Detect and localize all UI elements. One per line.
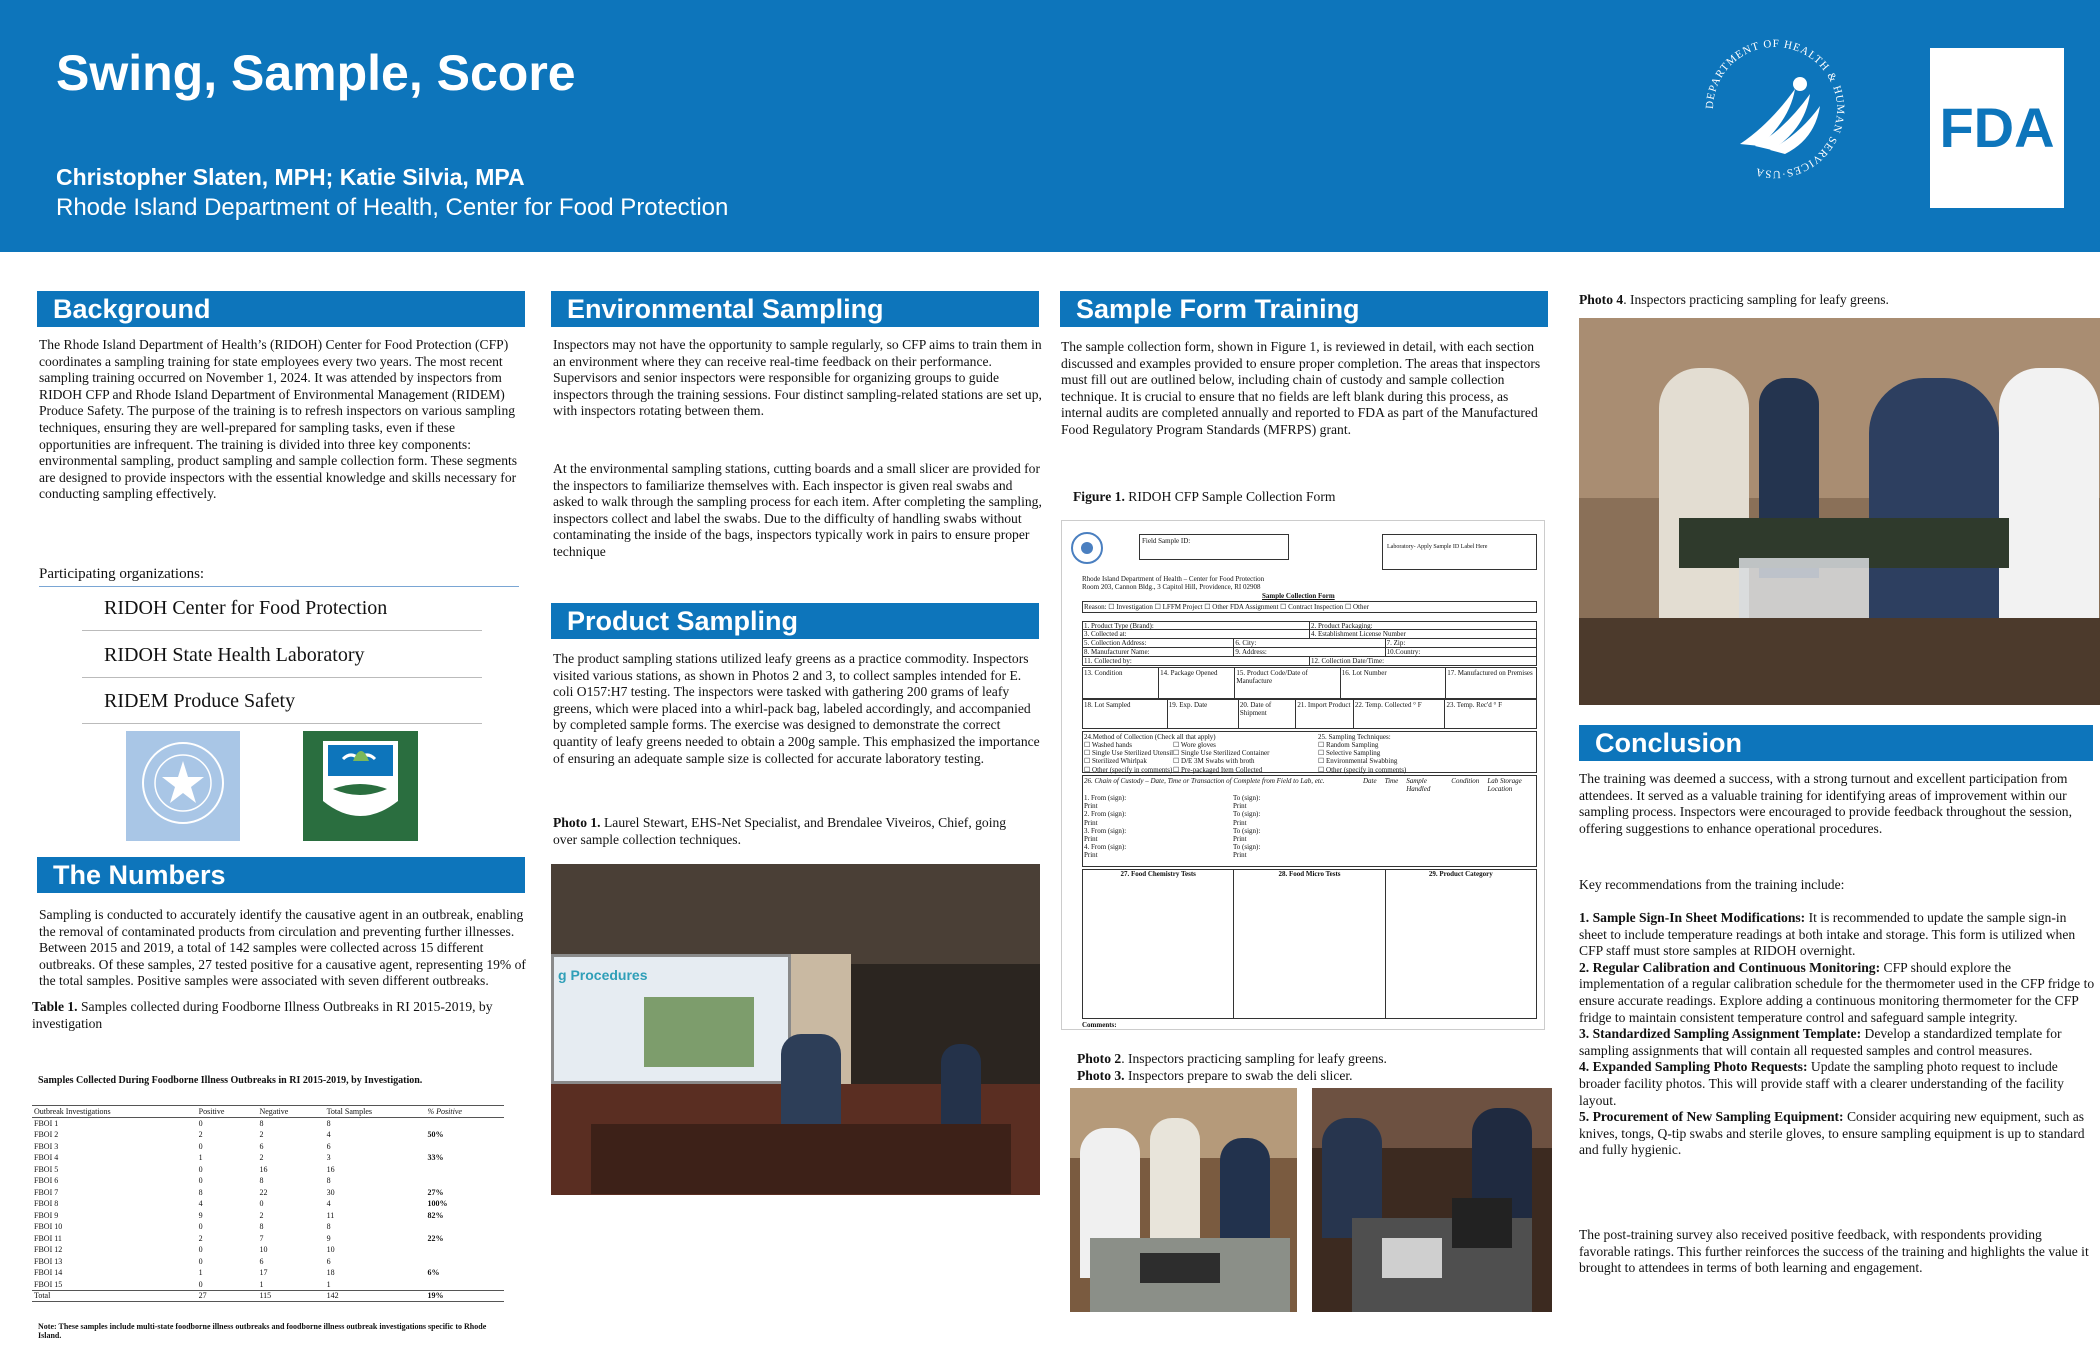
- table-cell: 6: [259, 1256, 264, 1266]
- table-cell: 2: [259, 1153, 264, 1163]
- table-cell: 2: [198, 1130, 203, 1140]
- hhs-logo: [1700, 34, 1850, 184]
- column-header: Outbreak Investigations: [32, 1106, 197, 1118]
- form-reason: Reason: ☐ Investigation ☐ LFFM Project ☐ Other FDA Assignment ☐ Contract Inspection ☐ Other: [1082, 601, 1537, 613]
- numbers-body: Sampling is conducted to accurately identify the causative agent in an outbreak, enabling the removal of contaminated products from circulation and preventing further illnesses. Between 2015 and 2019, a total of 142 samples were collected across 15 different outbreaks. Of these samples, 27 tested positive for a causative agent, representing 19% of the total samples. Positive samples were associated with seven different outbreaks.: [39, 907, 526, 989]
- form-line: [1082, 639, 1537, 648]
- table-cell: FBOI 6: [34, 1176, 59, 1186]
- photo-4: [1579, 318, 2100, 705]
- table-row: [32, 1175, 504, 1187]
- form-training-body: The sample collection form, shown in Figure 1, is reviewed in detail, with each section discussed and examples provided to ensure proper completion. The areas that inspectors must fill out are outlined below, including chain of custody and sample collection technique. It is crucial to ensure that no fields are left blank during this process, as internal audits are completed annually and reported to FDA as part of the Manufactured Food Regulatory Program Standards (MFRPS) grant.: [1061, 339, 1541, 437]
- table-cell: 6: [259, 1141, 264, 1151]
- table-cell: 22%: [427, 1233, 444, 1243]
- table-cell: FBOI 5: [34, 1164, 59, 1174]
- table-cell: 27%: [427, 1187, 444, 1197]
- form-option: ☐ Single Use Sterilized Container: [1173, 749, 1270, 758]
- environmental-body-2: At the environmental sampling stations, cutting boards and a small slicer are provided for the inspectors to familiarize themselves with. Each inspector is given real swabs and asked to walk through the sampling process for each item. After completing the sampling, inspectors collect and label the swabs. Due to the difficulty of handling swabs without contaminating the inside of the bags, inspectors typically work in pairs to ensure proper technique: [553, 461, 1042, 559]
- form-option: 3. From (sign):: [1084, 826, 1127, 835]
- recommendation-item: 1. Sample Sign-In Sheet Modifications: It is recommended to update the sample sign-in sheet to include temperature readings at both intake and storage. This form is utilized when CFP staff must store samples at RIDOH overnight.: [1579, 910, 2076, 959]
- form-comments: Comments:: [1082, 1021, 1117, 1029]
- table-row: [32, 1141, 504, 1153]
- table-row: [32, 1290, 504, 1302]
- lab-label-box: Laboratory- Apply Sample ID Label Here: [1382, 534, 1537, 570]
- table-row: [32, 1198, 504, 1210]
- table-row: [32, 1152, 504, 1164]
- recommendation-item: 2. Regular Calibration and Continuous Monitoring: CFP should explore the implementation of a regular calibration schedule for the thermometer used in the CFP fridge to ensure accurate readings. Explore adding a continuous monitoring thermometer for the CFP fridge to maintain consistent temperature control and safeguard sample integrity.: [1579, 959, 2095, 1025]
- table-cell: FBOI 14: [34, 1268, 63, 1278]
- form-option: Print: [1233, 851, 1247, 860]
- projected-slide: [551, 954, 791, 1084]
- custody-column-header: Time: [1384, 777, 1399, 785]
- table-cell: 2: [198, 1233, 203, 1243]
- form-row-13: 13. Condition 14. Package Opened 15. Product Code/Date of Manufacture 16. Lot Number 17. Manufactured on Premises: [1082, 667, 1537, 699]
- table-cell: 0: [198, 1279, 203, 1289]
- table-cell: 0: [198, 1176, 203, 1186]
- org-item: RIDOH Center for Food Protection: [82, 585, 482, 631]
- table-cell: 1: [326, 1279, 331, 1289]
- form-org: Rhode Island Department of Health – Center for Food Protection: [1082, 575, 1265, 583]
- form-field: 1. Product Type (Brand):: [1083, 622, 1310, 629]
- table-cell: 8: [326, 1176, 331, 1186]
- form-option: ☐ Single Use Sterilized Utensil: [1084, 749, 1174, 758]
- column-header: Total Samples: [325, 1106, 426, 1118]
- table-cell: 0: [198, 1222, 203, 1232]
- form-option: Print: [1233, 818, 1247, 827]
- photo2-caption: Photo 2. Inspectors practicing sampling for leafy greens.: [1077, 1051, 1387, 1066]
- slide-title: g Procedures: [558, 967, 648, 983]
- form-option: Print: [1084, 835, 1098, 844]
- form-option: ☐ D/E 3M Swabs with broth: [1173, 757, 1255, 766]
- table-cell: FBOI 13: [34, 1256, 63, 1266]
- form-option: 1. From (sign):: [1084, 794, 1127, 802]
- table-cell: 6: [326, 1256, 331, 1266]
- form-field: 5. Collection Address:: [1083, 639, 1234, 647]
- hhs-ring-text: DEPARTMENT OF HEALTH & HUMAN SERVICES·USA: [1703, 37, 1847, 181]
- conclusion-body: The training was deemed a success, with a strong turnout and excellent participation from attendees. It served as a valuable training for identifying areas of improvement within our sampling process. Inspectors were encouraged to provide feedback throughout the session, offering suggestions to enhance operational procedures.: [1579, 771, 2073, 836]
- table-cell: 2: [259, 1130, 264, 1140]
- form-option: To (sign):: [1233, 810, 1261, 819]
- product-body: The product sampling stations utilized leafy greens as a practice commodity. Inspectors visited various stations, as shown in Photos 2 and 3, to collect samples intended for E. coli O157:H7 testing. The inspectors were tasked with gathering 200 grams of leafy greens, which were placed into a whirl-pack bag, labeled accordingly, and accompanied by completed sample forms. The exercise was designed to demonstrate the correct quantity of leafy greens needed to obtain a 200g sample. This emphasized the importance of ensuring an adequate sample size is collected for accurate laboratory testing.: [553, 651, 1040, 766]
- form-option: Print: [1233, 802, 1247, 811]
- table-row: [32, 1233, 504, 1245]
- table-cell: 6%: [427, 1268, 440, 1278]
- table-cell: 0: [198, 1164, 203, 1174]
- table-row: [32, 1244, 504, 1256]
- svg-text:DEPARTMENT OF HEALTH & HUMAN S: [1704, 38, 1846, 180]
- table-cell: 27: [197, 1290, 258, 1302]
- figure1-caption: Figure 1. RIDOH CFP Sample Collection Form: [1073, 489, 1336, 504]
- table-cell: 1: [198, 1153, 203, 1163]
- form-method-section: 24.Method of Collection (Check all that apply) ☐ Washed hands ☐ Single Use Sterilized Utensil ☐ Sterilized Whirlpak ☐ Other (specify in comments) ☐ Wore gloves ☐ Single Use Sterilized Container ☐ D/E 3M Swabs with broth ☐ Pre-packaged Item Collected 25. Sampling Techniques: ☐ Random Sampling ☐ Selective Sampling ☐ Environmental Swabbing ☐ Other (specify in comments): [1082, 731, 1537, 773]
- poster-title: Swing, Sample, Score: [56, 45, 576, 101]
- table-cell: FBOI 11: [34, 1233, 62, 1243]
- background-heading: Background: [37, 291, 525, 327]
- table-cell: 0: [198, 1119, 203, 1128]
- recommendation-item: 5. Procurement of New Sampling Equipment: Consider acquiring new equipment, such as knives, tongs, Q-tip swabs and sterile gloves, to ensure sampling equipment is up to standard and fully hygienic.: [1579, 1109, 2085, 1158]
- photo3-caption: Photo 3. Inspectors prepare to swab the deli slicer.: [1077, 1068, 1353, 1083]
- form-training-heading: Sample Form Training: [1060, 291, 1548, 327]
- table-cell: 16: [326, 1164, 335, 1174]
- form-option: Print: [1233, 835, 1247, 844]
- table-cell: 0: [198, 1245, 203, 1255]
- table-cell: 8: [326, 1119, 331, 1128]
- table-cell: 10: [259, 1245, 268, 1255]
- form-custody-section: 26. Chain of Custody – Date, Time or Transaction of Complete from Field to Lab, etc. Date Time Sample Handled Condition Lab Storage Location 1. From (sign): Print 2. From (sign): Print 3. From (sign): Print 4. From (sign): Print To (sign): Print To (sign): Print To (sign): Print To (sign): Print: [1082, 775, 1537, 867]
- form-option: Print: [1084, 802, 1098, 811]
- form-option: To (sign):: [1233, 794, 1261, 802]
- form-option: To (sign):: [1233, 843, 1261, 852]
- custody-column-header: Condition: [1451, 777, 1480, 785]
- table-cell: 8: [259, 1222, 264, 1232]
- table-cell: FBOI 8: [34, 1199, 59, 1209]
- table-row: [32, 1164, 504, 1176]
- table-caption: Table 1. Samples collected during Foodborne Illness Outbreaks in RI 2015-2019, by investigation: [32, 999, 493, 1031]
- table-cell: 1: [198, 1268, 203, 1278]
- table-cell: [425, 1256, 504, 1268]
- table-cell: FBOI 3: [34, 1141, 59, 1151]
- numbers-heading: The Numbers: [37, 857, 525, 893]
- table-cell: 3: [326, 1153, 331, 1163]
- table-cell: FBOI 9: [34, 1210, 59, 1220]
- photo-3: [1312, 1088, 1552, 1312]
- table-cell: 100%: [427, 1199, 448, 1209]
- table-cell: FBOI 15: [34, 1279, 63, 1289]
- recommendation-item: 3. Standardized Sampling Assignment Template: Develop a standardized template for sampling assignments that will contain all requested samples and control measures.: [1579, 1026, 2062, 1058]
- table-cell: 17: [259, 1268, 268, 1278]
- form-option: ☐ Wore gloves: [1173, 741, 1216, 749]
- table-cell: 1: [259, 1279, 264, 1289]
- table-cell: 4: [326, 1199, 331, 1209]
- ridem-logo: [303, 731, 418, 841]
- form-line: [1082, 657, 1537, 666]
- table-cell: 115: [257, 1290, 324, 1302]
- table-cell: FBOI 4: [34, 1153, 59, 1163]
- table-row: [32, 1256, 504, 1268]
- field-sample-id: Field Sample ID:: [1139, 534, 1289, 560]
- orgs-label: Participating organizations:: [39, 566, 519, 587]
- form-field: 6. City:: [1234, 639, 1385, 647]
- table-cell: 8: [198, 1187, 203, 1197]
- form-option: Print: [1084, 851, 1098, 860]
- custody-column-header: Lab Storage Location: [1487, 777, 1522, 794]
- table-cell: FBOI 2: [34, 1130, 59, 1140]
- table-cell: 9: [198, 1210, 203, 1220]
- product-heading: Product Sampling: [551, 603, 1039, 639]
- table-row: [32, 1279, 504, 1291]
- form-option: ☐ Random Sampling: [1318, 741, 1379, 749]
- table-cell: 33%: [427, 1153, 444, 1163]
- table-cell: 7: [259, 1233, 264, 1243]
- table-cell: 0: [259, 1199, 264, 1209]
- photo-2: [1070, 1088, 1297, 1312]
- table-cell: 6: [326, 1141, 331, 1151]
- table-cell: [425, 1244, 504, 1256]
- table-cell: 0: [198, 1141, 203, 1151]
- ridoh-seal-logo: [126, 731, 240, 841]
- photo4-caption: Photo 4. Inspectors practicing sampling for leafy greens.: [1579, 292, 1889, 307]
- form-option: ☐ Washed hands: [1084, 741, 1132, 749]
- table-cell: 4: [198, 1199, 203, 1209]
- form-option: ☐ Pre-packaged Item Collected: [1173, 765, 1263, 774]
- table-cell: 8: [326, 1222, 331, 1232]
- ridoh-seal-icon: [1070, 531, 1104, 565]
- form-field: 2. Product Packaging:: [1311, 622, 1373, 630]
- form-line: [1082, 648, 1537, 657]
- table-row: [32, 1267, 504, 1279]
- table-cell: 82%: [427, 1210, 444, 1220]
- table-cell: FBOI 10: [34, 1222, 63, 1232]
- recs-intro: Key recommendations from the training include:: [1579, 877, 1845, 892]
- form-option: Print: [1084, 818, 1098, 827]
- form-option: ☐ Selective Sampling: [1318, 749, 1381, 758]
- table-header-row: [32, 1106, 504, 1118]
- form-option: ☐ Other (specify in comments): [1318, 765, 1407, 774]
- org-item: RIDOH State Health Laboratory: [82, 632, 482, 678]
- sample-collection-form: [1061, 520, 1545, 1030]
- table-title: Samples Collected During Foodborne Illness Outbreaks in RI 2015-2019, by Investigation.: [38, 1075, 423, 1086]
- table-cell: FBOI 1: [34, 1119, 59, 1128]
- table-cell: 10: [326, 1245, 335, 1255]
- form-option: To (sign):: [1233, 826, 1261, 835]
- conclusion-heading: Conclusion: [1579, 725, 2093, 761]
- table-cell: 30: [326, 1187, 335, 1197]
- column-header: % Positive: [425, 1106, 504, 1118]
- form-field: 7. Zip:: [1386, 639, 1406, 647]
- table-note: Note: These samples include multi-state foodborne illness outbreaks and foodborne illness outbreak investigations specific to Rhode Island.: [38, 1322, 487, 1340]
- table-cell: 16: [259, 1164, 268, 1174]
- environmental-body-1: Inspectors may not have the opportunity to sample regularly, so CFP aims to train them in an environment where they can receive real-time feedback on their performance. Supervisors and senior inspectors were responsible for organizing groups to guide inspectors through the training sessions. Four distinct sampling-related stations are set up, with inspectors rotating between them.: [553, 337, 1042, 419]
- table-row: [32, 1118, 504, 1130]
- form-line: [1082, 621, 1537, 630]
- column-header: Negative: [257, 1106, 324, 1118]
- custody-column-header: Sample Handled: [1406, 777, 1431, 794]
- form-field: 10.Country:: [1386, 648, 1421, 656]
- table-cell: 2: [259, 1210, 264, 1220]
- environmental-heading: Environmental Sampling: [551, 291, 1039, 327]
- table-cell: [425, 1279, 504, 1291]
- table-cell: 8: [259, 1119, 264, 1128]
- table-cell: [425, 1164, 504, 1176]
- background-body: The Rhode Island Department of Health’s (RIDOH) Center for Food Protection (CFP) coordinates a sampling training for state employees every two years. The most recent sampling training occurred on November 1, 2024. It was attended by inspectors from RIDOH CFP and Rhode Island Department of Environmental Management (RIDEM) Produce Safety. The purpose of the training is to refresh inspectors on various sampling techniques, ensuring they are well-prepared for sampling tasks, even if these opportunities are infrequent. The training is divided into three key components: environmental sampling, product sampling and sample collection form. These segments are designed to provide inspectors with the essential knowledge and skills necessary for conducting sampling effectively.: [39, 337, 518, 502]
- table-cell: 11: [326, 1210, 335, 1220]
- recommendations-list: [1579, 910, 2095, 1159]
- table-cell: 142: [325, 1290, 426, 1302]
- form-field: 8. Manufacturer Name:: [1083, 648, 1234, 656]
- table-cell: [425, 1118, 504, 1130]
- table-cell: 18: [326, 1268, 335, 1278]
- header-banner: [0, 0, 2100, 252]
- table-row: [32, 1187, 504, 1199]
- outbreak-table: [32, 1105, 504, 1302]
- form-title: Sample Collection Form: [1262, 592, 1335, 600]
- column-header: Positive: [197, 1106, 258, 1118]
- form-field: 12. Collection Date/Time:: [1311, 657, 1385, 665]
- form-field: 4. Establishment License Number: [1311, 630, 1406, 638]
- photo-1: [551, 864, 1040, 1195]
- table-row: [32, 1210, 504, 1222]
- form-option: 4. From (sign):: [1084, 843, 1127, 852]
- form-field: 11. Collected by:: [1083, 657, 1310, 665]
- form-field: 9. Address:: [1234, 648, 1385, 656]
- table-cell: [425, 1141, 504, 1153]
- org-item: RIDEM Produce Safety: [82, 678, 482, 724]
- table-cell: 9: [326, 1233, 331, 1243]
- table-cell: [425, 1175, 504, 1187]
- conclusion-closing: The post-training survey also received positive feedback, with respondents providing favorable ratings. This further reinforces the success of the training and highlights the value it brought to attendees in terms of both learning and engagement.: [1579, 1227, 2089, 1276]
- table-cell: FBOI 12: [34, 1245, 63, 1255]
- table-cell: Total: [32, 1290, 197, 1302]
- form-option: ☐ Sterilized Whirlpak: [1084, 757, 1147, 766]
- authors: Christopher Slaten, MPH; Katie Silvia, MPA: [56, 164, 525, 190]
- form-option: ☐ Environmental Swabbing: [1318, 757, 1398, 766]
- table-cell: 8: [259, 1176, 264, 1186]
- table-cell: 50%: [427, 1130, 444, 1140]
- photo1-caption: Photo 1. Laurel Stewart, EHS-Net Specialist, and Brendalee Viveiros, Chief, going over sample collection techniques.: [553, 815, 1007, 847]
- form-address: Room 203, Cannon Bldg., 3 Capitol Hill, Providence, RI 02908: [1082, 583, 1261, 591]
- table-cell: 0: [198, 1256, 203, 1266]
- custody-column-header: Date: [1363, 777, 1377, 785]
- table-row: [32, 1129, 504, 1141]
- form-row-18: 18. Lot Sampled 19. Exp. Date 20. Date of Shipment 21. Import Product 22. Temp. Collected ° F 23. Temp. Rec'd ° F: [1082, 699, 1537, 729]
- table-cell: [425, 1221, 504, 1233]
- recommendation-item: 4. Expanded Sampling Photo Requests: Update the sampling photo request to include broader facility photos. This will provide staff with a clearer understanding of the facility layout.: [1579, 1059, 2064, 1108]
- form-option: ☐ Other (specify in comments): [1084, 765, 1173, 774]
- table-cell: 4: [326, 1130, 331, 1140]
- fda-logo: FDA: [1930, 48, 2064, 208]
- table-cell: 19%: [425, 1290, 504, 1302]
- table-row: [32, 1221, 504, 1233]
- table-cell: 22: [259, 1187, 268, 1197]
- affiliation: Rhode Island Department of Health, Center for Food Protection: [56, 194, 729, 221]
- form-line: [1082, 630, 1537, 639]
- form-tests-section: 27. Food Chemistry Tests 28. Food Micro Tests 29. Product Category: [1082, 869, 1537, 1019]
- form-option: 2. From (sign):: [1084, 810, 1127, 819]
- form-field: 3. Collected at:: [1083, 630, 1310, 638]
- table-cell: FBOI 7: [34, 1187, 59, 1197]
